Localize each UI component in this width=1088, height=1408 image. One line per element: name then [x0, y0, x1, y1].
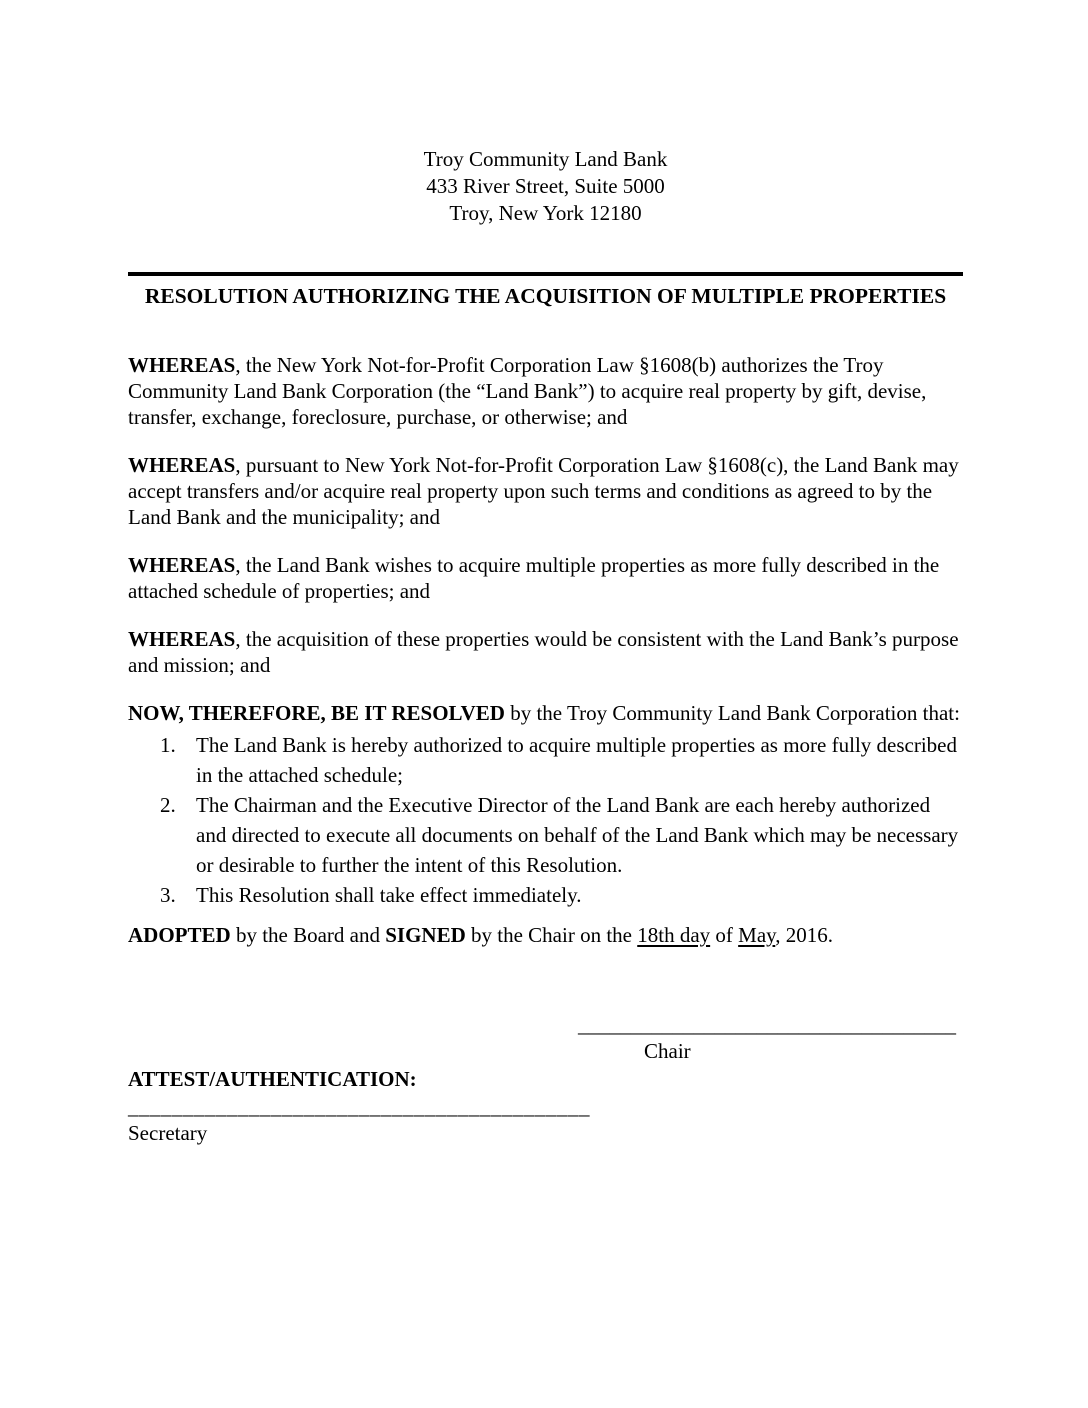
whereas-keyword-2: WHEREAS: [128, 453, 236, 477]
letterhead: [128, 146, 963, 227]
resolved-paragraph: [128, 700, 963, 726]
adoption-statement: [128, 922, 963, 948]
item-number-3: 3.: [160, 883, 176, 907]
secretary-signature-line: __________________________________________: [128, 1095, 590, 1119]
adoption-text-3: of: [710, 923, 739, 947]
item-number-1: 1.: [160, 733, 176, 757]
chair-signature-line: ____________________________________: [578, 1013, 956, 1037]
whereas-paragraph-3: [128, 552, 963, 604]
adoption-day: 18th day: [637, 923, 711, 947]
whereas-keyword-4: WHEREAS: [128, 627, 236, 651]
resolution-item-3: [128, 880, 963, 910]
whereas-paragraph-1: [128, 352, 963, 430]
resolution-item-1: [128, 730, 963, 790]
adoption-text-4: , 2016.: [775, 923, 834, 947]
org-address-line2: Troy, New York 12180: [449, 201, 642, 225]
chair-signature-block: [578, 1012, 963, 1064]
attest-heading: ATTEST/AUTHENTICATION:: [128, 1067, 417, 1091]
secretary-label: Secretary: [128, 1121, 208, 1145]
whereas-paragraph-4: [128, 626, 963, 678]
resolution-item-2: [128, 790, 963, 880]
whereas-keyword-3: WHEREAS: [128, 553, 236, 577]
resolution-list: [128, 730, 963, 910]
resolved-text: by the Troy Community Land Bank Corporation that:: [504, 701, 960, 725]
adopted-keyword: ADOPTED: [128, 923, 231, 947]
adoption-month: May: [738, 923, 776, 947]
whereas-text-3: , the Land Bank wishes to acquire multiple properties as more fully described in the attached schedule of properties; and: [128, 553, 940, 603]
whereas-text-1: , the New York Not-for-Profit Corporation Law §1608(b) authorizes the Troy Community Land Bank Corporation (the “Land Bank”) to acquire real property by gift, devise, transfer, exchange, foreclosure, purchase, or otherwise; and: [128, 353, 927, 429]
org-name: Troy Community Land Bank: [423, 147, 668, 171]
whereas-text-4: , the acquisition of these properties would be consistent with the Land Bank’s purpose and mission; and: [128, 627, 959, 677]
adoption-text-2: by the Chair on the: [465, 923, 638, 947]
item-text-3: This Resolution shall take effect immediately.: [196, 883, 582, 907]
org-address-line1: 433 River Street, Suite 5000: [426, 174, 665, 198]
item-number-2: 2.: [160, 793, 176, 817]
adoption-text-1: by the Board and: [230, 923, 386, 947]
item-text-1: The Land Bank is hereby authorized to acquire multiple properties as more fully described in the attached schedule;: [196, 733, 957, 787]
resolved-keyword: NOW, THEREFORE, BE IT RESOLVED: [128, 701, 505, 725]
whereas-paragraph-2: [128, 452, 963, 530]
whereas-keyword-1: WHEREAS: [128, 353, 236, 377]
item-text-2: The Chairman and the Executive Director of the Land Bank are each hereby authorized and directed to execute all documents on behalf of the Land Bank which may be necessary or desirable to further the intent of this Resolution.: [196, 793, 959, 877]
signed-keyword: SIGNED: [385, 923, 466, 947]
chair-label: Chair: [644, 1039, 691, 1063]
whereas-text-2: , pursuant to New York Not-for-Profit Corporation Law §1608(c), the Land Bank may accept transfers and/or acquire real property upon such terms and conditions as agreed to by the Land Bank and the municipality; and: [128, 453, 959, 529]
resolution-title: RESOLUTION AUTHORIZING THE ACQUISITION OF MULTIPLE PROPERTIES: [128, 272, 963, 310]
